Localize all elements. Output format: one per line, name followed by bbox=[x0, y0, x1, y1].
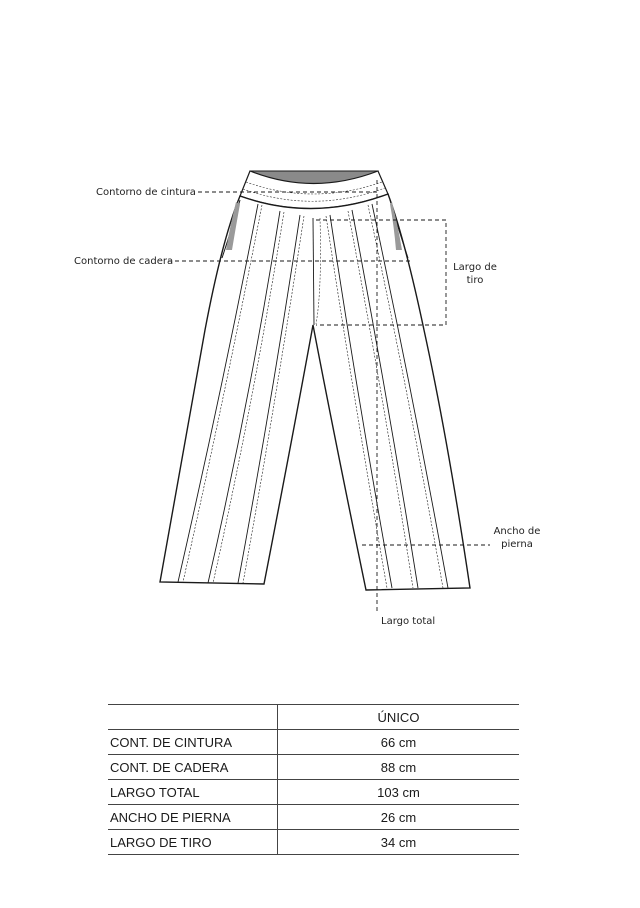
measurement-label: CONT. DE CINTURA bbox=[108, 730, 278, 755]
header-empty-cell bbox=[108, 705, 278, 730]
measurement-label: LARGO DE TIRO bbox=[108, 830, 278, 855]
rise-label-line2: tiro bbox=[466, 275, 484, 286]
leg-width-label-line2: pierna bbox=[501, 539, 533, 550]
size-header: ÚNICO bbox=[278, 705, 520, 730]
measurement-value: 34 cm bbox=[278, 830, 520, 855]
rise-label-line1: Largo de bbox=[453, 262, 497, 273]
measurement-value: 88 cm bbox=[278, 755, 520, 780]
table-row bbox=[108, 830, 519, 855]
table-row bbox=[108, 730, 519, 755]
measurement-value: 66 cm bbox=[278, 730, 520, 755]
size-header-row bbox=[108, 705, 519, 730]
table-row bbox=[108, 780, 519, 805]
waist-label: Contorno de cintura bbox=[96, 187, 196, 198]
measurement-label: ANCHO DE PIERNA bbox=[108, 805, 278, 830]
hip-label: Contorno de cadera bbox=[74, 256, 174, 267]
measurement-label: CONT. DE CADERA bbox=[108, 755, 278, 780]
size-table bbox=[108, 704, 519, 855]
leg-width-label-line1: Ancho de bbox=[493, 526, 541, 537]
table-row bbox=[108, 755, 519, 780]
measurement-label: LARGO TOTAL bbox=[108, 780, 278, 805]
measurement-value: 103 cm bbox=[278, 780, 520, 805]
table-row bbox=[108, 805, 519, 830]
measurement-value: 26 cm bbox=[278, 805, 520, 830]
pants-outline bbox=[160, 194, 470, 590]
total-length-label: Largo total bbox=[381, 616, 436, 627]
